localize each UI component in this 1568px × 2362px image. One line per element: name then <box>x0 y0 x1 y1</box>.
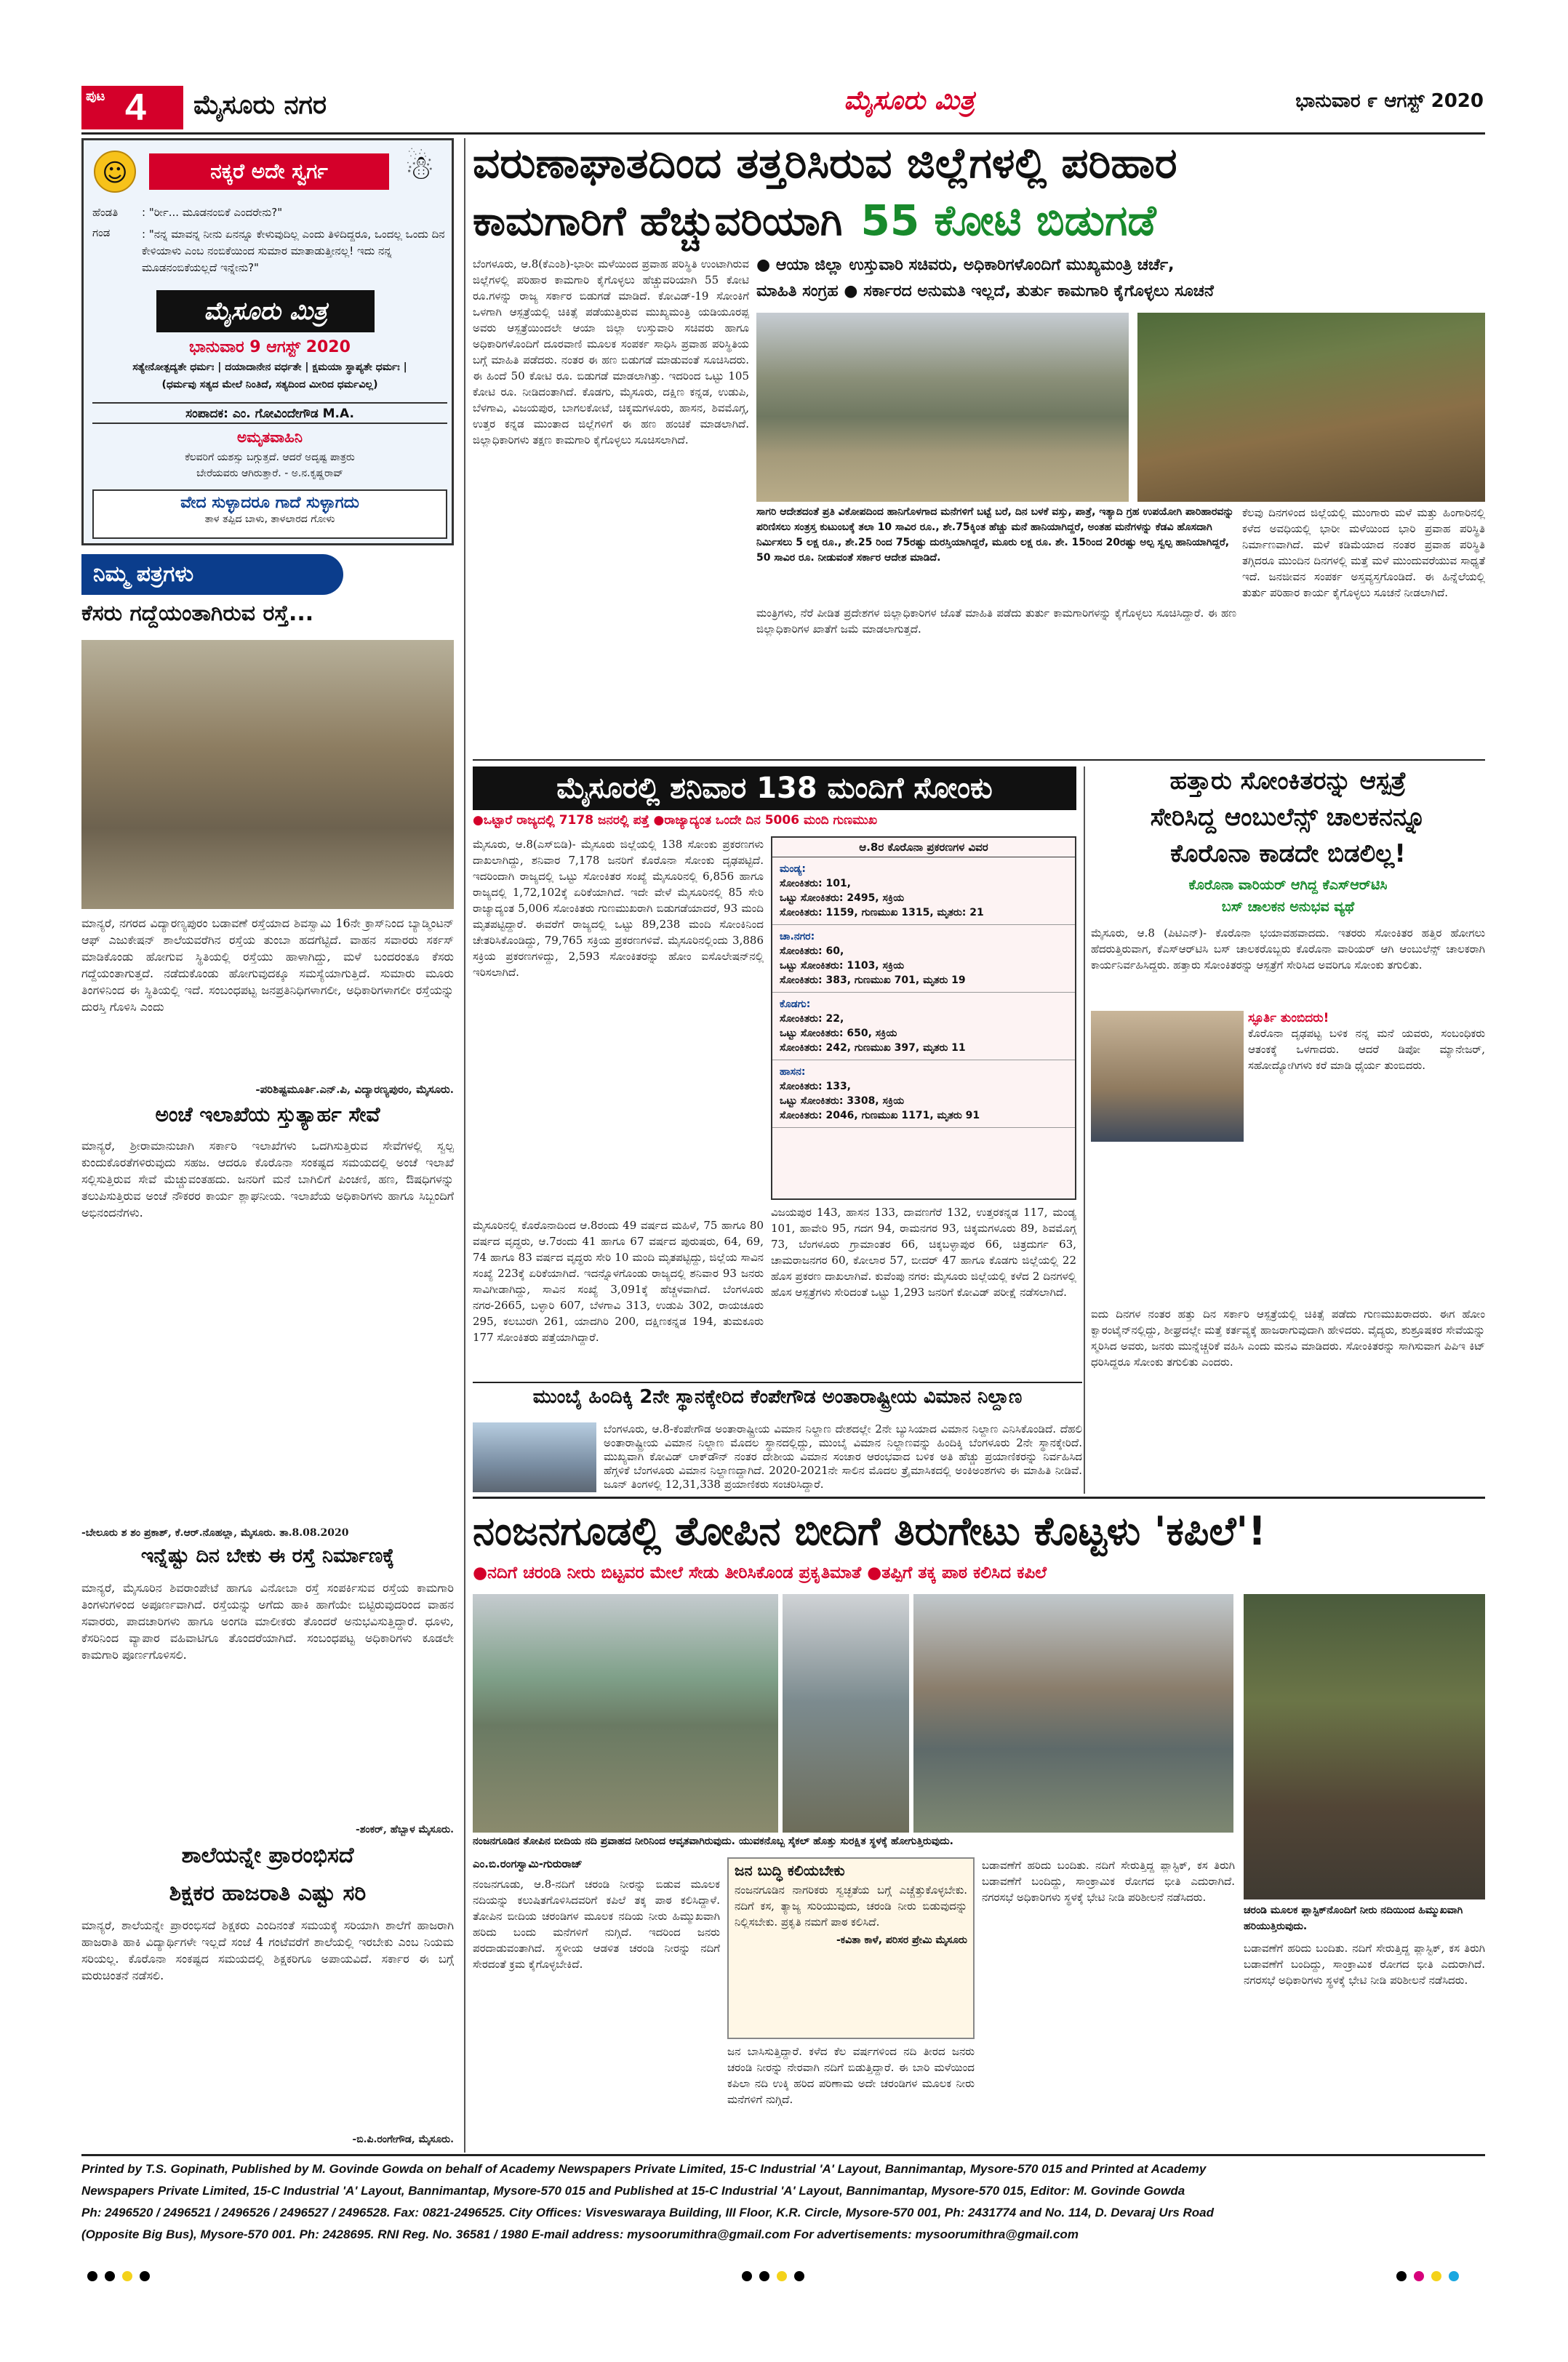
covid-body-3: ವಿಜಯಪುರ 143, ಹಾಸನ 133, ದಾವಣಗೆರೆ 132, ಉತ್ತರಕನ್ನಡ 117, ಮಂಡ್ಯ 101, ಹಾವೇರಿ 95, ಗದಗ 94, ರಾಮನಗರ 93, ಚಿಕ್ಕಮಗಳೂರು 89, ಶಿವಮೊಗ್ಗ 73, ಬೆಂಗಳೂರು ಗ್ರಾಮಾಂತರ 66, ಚಿಕ್ಕಬಳ್ಳಾಪುರ 66, ಚಿತ್ರದುರ್ಗ 63, ಚಾಮರಾಜನಗರ 60, ಕೋಲಾರ 57, ಬೀದರ್ 47 ಹಾಗೂ ಕೊಡಗು ಜಿಲ್ಲೆಯಲ್ಲಿ 22 ಹೊಸ ಪ್ರಕರಣ ದಾಖಲಾಗಿವೆ. ಕುವೆಂಪು ನಗರ: ಮೈಸೂರು ಜಿಲ್ಲೆಯಲ್ಲಿ ಕಳೆದ 2 ದಿನಗಳಲ್ಲಿ ಹೊಸ ಆಸ್ಪತ್ರೆಗಳು ಸೇರಿದಂತೆ ಒಟ್ಟು 1,293 ಜನರಿಗೆ ಕೋವಿಡ್ ಪರೀಕ್ಷೆ ನಡೆಸಲಾಗಿದೆ. <box>771 1206 1076 1299</box>
covid-headline-box <box>473 766 1076 810</box>
ambulance-quote-box <box>1248 1011 1485 1302</box>
nanjangud-caption-2: ಚರಂಡಿ ಮೂಲಕ ಪ್ಲಾಸ್ಟಿಕ್‌ನೊಂದಿಗೆ ನೀರು ನದಿಯಿಂದ ಹಿಮ್ಮುಖವಾಗಿ ಹರಿಯುತ್ತಿರುವುದು. <box>1244 1905 1463 1932</box>
info-paper-name: ಮೈಸೂರು ಮಿತ್ರ <box>156 290 375 332</box>
covid-table-row <box>772 1060 1075 1128</box>
airport-top-rule <box>473 1382 1082 1383</box>
covid-row-line1: ಸೋಂಕಿತರು: 22, <box>780 1013 844 1025</box>
letter4-body: ಮಾನ್ಯರೆ, ಶಾಲೆಯನ್ನೇ ಪ್ರಾರಂಭಿಸದೆ ಶಿಕ್ಷಕರು ಎಂದಿನಂತೆ ಸಮಯಕ್ಕೆ ಸರಿಯಾಗಿ ಶಾಲೆಗೆ ಹಾಜರಾಗಿ ಹಾಜರಾತಿ ಹಾಕಿ ವಿದ್ಯಾರ್ಥಿಗಳೇ ಇಲ್ಲದೆ ಸಂಜೆ 4 ಗಂಟೆವರೆಗೆ ಶಾಲೆಯಲ್ಲಿ ಇರಬೇಕು ಎಂಬ ನಿಯಮ ಸರಿಯಲ್ಲ. ಕೊರೊನಾ ಸಂಕಷ್ಟದ ಸಮಯದಲ್ಲಿ ಶಿಕ್ಷಕರಿಗೂ ಅಪಾಯವಿದೆ. ಸರ್ಕಾರ ಈ ಬಗ್ಗೆ ಮರುಚಿಂತನೆ ನಡೆಸಲಿ. <box>81 1918 454 1982</box>
nanjangud-body-2: ಜನ ಬಾಸಿಸುತ್ತಿದ್ದಾರೆ. ಕಳೆದ ಕೆಲ ವರ್ಷಗಳಿಂದ ನದಿ ತೀರದ ಜನರು ಚರಂಡಿ ನೀರನ್ನು ನೇರವಾಗಿ ನದಿಗೆ ಬಿಡುತ್ತಿದ್ದಾರೆ. ಈ ಬಾರಿ ಮಳೆಯಿಂದ ಕಪಿಲಾ ನದಿ ಉಕ್ಕಿ ಹರಿದ ಪರಿಣಾಮ ಅದೇ ಚರಂಡಿಗಳ ಮೂಲಕ ನೀರು ಮನೆಗಳಿಗೆ ನುಗ್ಗಿದೆ. <box>727 2045 975 2106</box>
lead-headline-1: ವರುಣಾಘಾತದಿಂದ ತತ್ತರಿಸಿರುವ ಜಿಲ್ಲೆಗಳಲ್ಲಿ ಪರಿಹಾರ <box>473 138 1177 188</box>
footer-line-3: Ph: 2496520 / 2496521 / 2496526 / 2496527 / 2496528. Fax: 0821-2496525. City Offices: Visveswaraya Building, III Floor, K.R. Circle, Mysore-570 001, Ph: 2431774 and No. 114, D. Devaraj Urs Road <box>81 2206 1214 2219</box>
lead-side-column: ಕೆಲವು ದಿನಗಳಿಂದ ಜಿಲ್ಲೆಯಲ್ಲಿ ಮುಂಗಾರು ಮಳೆ ಮತ್ತು ಹಿಂಗಾರಿನಲ್ಲಿ ಕಳೆದ ಅವಧಿಯಲ್ಲಿ ಭಾರೀ ಮಳೆಯಿಂದ ಭಾರಿ ಪ್ರವಾಹ ಪರಿಸ್ಥಿತಿ ನಿರ್ಮಾಣವಾಗಿದೆ. ಮಳೆ ಕಡಿಮೆಯಾದ ನಂತರ ಪ್ರವಾಹ ಪರಿಸ್ಥಿತಿ ತಗ್ಗಿದರೂ ಮುಂದಿನ ದಿನಗಳಲ್ಲಿ ಮತ್ತೆ ಮಳೆ ಮುಂದುವರೆಯುವ ಸಾಧ್ಯತೆ ಇದೆ. ಜನಜೀವನ ಸಂಪರ್ಕ ಅಸ್ತವ್ಯಸ್ತಗೊಂಡಿದೆ. ಈ ಹಿನ್ನೆಲೆಯಲ್ಲಿ ತುರ್ತು ಪರಿಹಾರ ಕಾರ್ಯ ಕೈಗೊಳ್ಳಲು ಸೂಚನೆ ನೀಡಲಾಗಿದೆ. <box>1242 506 1485 599</box>
covid-district: ಚಾ.ನಗರ: <box>780 931 815 942</box>
covid-row-line1: ಸೋಂಕಿತರು: 60, <box>780 945 844 957</box>
nanjangud-body-4: ಬಡಾವಣೆಗೆ ಹರಿದು ಬಂದಿತು. ನದಿಗೆ ಸೇರುತ್ತಿದ್ದ ಪ್ಲಾಸ್ಟಿಕ್, ಕಸ ತಿರುಗಿ ಬಡಾವಣೆಗೆ ಬಂದಿದ್ದು, ಸಾಂಕ್ರಾಮಿಕ ರೋಗದ ಭೀತಿ ಎದುರಾಗಿದೆ. ನಗರಸಭೆ ಅಧಿಕಾರಿಗಳು ಸ್ಥಳಕ್ಕೆ ಭೇಟಿ ನೀಡಿ ಪರಿಶೀಲನೆ ನಡೆಸಿದರು. <box>1244 1942 1485 1987</box>
airport-photo <box>473 1422 596 1492</box>
covid-row-line2: ಒಟ್ಟು ಸೋಂಕಿತರು: 1103, ಸಕ್ರಿಯ <box>780 960 905 972</box>
ambulance-sub-1: ಕೊರೊನಾ ವಾರಿಯರ್ ಆಗಿದ್ದ ಕೆಎಸ್‌ಆರ್‌ಟಿಸಿ <box>1188 877 1388 893</box>
covid-district: ಹಾಸನ: <box>780 1066 806 1078</box>
letter3-sign: -ಶಂಕರ್, ಹೆಬ್ಬಾಳ ಮೈಸೂರು. <box>356 1824 454 1835</box>
covid-row-line3: ಸೋಂಕಿತರು: 1159, ಗುಣಮುಖ 1315, ಮೃತರು: 21 <box>780 907 984 918</box>
ambulance-box-title: ಸ್ಫೂರ್ತಿ ತುಂಬಿದರು! <box>1248 1011 1329 1025</box>
flooded-lane-photo <box>783 1594 909 1833</box>
covid-table-title: ಆ.8ರ ಕೊರೊನಾ ಪ್ರಕರಣಗಳ ವಿವರ <box>772 838 1075 857</box>
page-label: ಪುಟ <box>86 89 105 104</box>
amrutha-title: ಅಮೃತವಾಹಿನಿ <box>237 428 303 446</box>
proverb-box <box>92 489 447 539</box>
covid-district: ಮಂಡ್ಯ: <box>780 863 806 875</box>
quote-sign: -ಕವಿತಾ ಕಾಳೆ, ಪರಿಸರ ಪ್ರೇಮಿ ಮೈಸೂರು <box>836 1934 967 1946</box>
lead-headline-2 <box>473 191 1491 253</box>
letter4-sign: -ಬಿ.ಪಿ.ರಂಗೇಗೌಡ, ಮೈಸೂರು. <box>352 2134 454 2145</box>
lead-photo-caption: ಸಾಗರಿ ಆದೇಶದಂತೆ ಪ್ರತಿ ವಿಕೋಪದಿಂದ ಹಾನಿಗೊಳಗಾದ ಮನೆಗಳಿಗೆ ಬಟ್ಟೆ ಬರೆ, ದಿನ ಬಳಕೆ ವಸ್ತು, ಪಾತ್ರೆ, ಇತ್ಯಾದಿ ಗ್ರಹ ಉಪಯೋಗಿ ಪಾರಿಹಾರವನ್ನು ಪರಿಣಿಸಲು ಸಂತ್ರಸ್ತ ಕುಟುಂಬಕ್ಕೆ ತಲಾ 10 ಸಾವಿರ ರೂ., ಶೇ.75ಕ್ಕಿಂತ ಹೆಚ್ಚು ಮನೆ ಹಾನಿಯಾಗಿದ್ದರೆ, ಅಂತಹ ಮನೆಗಳನ್ನು ಕೆಡವಿ ಹೊಸದಾಗಿ ನಿರ್ಮಿಸಲು 5 ಲಕ್ಷ ರೂ., ಶೇ.25 ರಿಂದ 75ರಷ್ಟು ದುರಸ್ತಿಯಾಗಿದ್ದರೆ, ಮೂರು ಲಕ್ಷ ರೂ. ಶೇ. 15ರಿಂದ 20ರಷ್ಟು ಅಲ್ಪ ಸ್ವಲ್ಪ ಹಾನಿಯಾಗಿದ್ದರೆ, 50 ಸಾವಿರ ರೂ. ನೀಡುವಂತೆ ಸರ್ಕಾರ ಆದೇಶ ಮಾಡಿದೆ. <box>756 506 1234 564</box>
proverb: ವೇದ ಸುಳ್ಳಾದರೂ ಗಾದೆ ಸುಳ್ಳಾಗದು <box>180 494 359 512</box>
footer-line-1: Printed by T.S. Gopinath, Published by M. Govinde Gowda on behalf of Academy Newspapers Private Limited, 15-C Industrial 'A' Layout, Bannimantap, Mysore-570 015 and Printed at Academy <box>81 2162 1207 2176</box>
covid-row-line3: ಸೋಂಕಿತರು: 383, ಗುಣಮುಖ 701, ಮೃತರು 19 <box>780 974 966 986</box>
info-date: ಭಾನುವಾರ 9 ಆಗಸ್ಟ್ 2020 <box>189 338 351 356</box>
covid-sub: ●ಒಟ್ಟಾರೆ ರಾಜ್ಯದಲ್ಲಿ 7178 ಜನರಲ್ಲಿ ಪತ್ತೆ ●ರಾಜ್ಯಾದ್ಯಂತ ಒಂದೇ ದಿನ 5006 ಮಂದಿ ಗುಣಮುಖ <box>473 813 878 828</box>
paper-name-logo: ಮೈಸೂರು ಮಿತ್ರ <box>844 86 975 116</box>
letter3-title: ಇನ್ನೆಷ್ಟು ದಿನ ಬೇಕು ಈ ರಸ್ತೆ ನಿರ್ಮಾಣಕ್ಕೆ <box>140 1545 395 1567</box>
info-motto1: ಸತ್ಯೇನೋತ್ಪದ್ಯತೇ ಧರ್ಮಃ | ದಯಾದಾನೇನ ವರ್ಧತೇ | ಕ್ಷಮಯಾ ಸ್ಥಾಪ್ಯತೇ ಧರ್ಮಃ | <box>132 361 407 373</box>
page-number-box <box>81 86 183 129</box>
joke-line1: : "ರ್ರೀ... ಮೂಡನಂಬಿಕೆ ಎಂದರೇನು?" <box>142 206 283 219</box>
amrutha-line1: ಕೆಲವರಿಗೆ ಯಶಸ್ಸು ಬಗ್ಗುತ್ತದೆ. ಆದರೆ ಅದೃಷ್ಟ ಪಾತ್ರರು <box>185 452 355 463</box>
airport-headline: ಮುಂಬೈ ಹಿಂದಿಕ್ಕಿ 2ನೇ ಸ್ಥಾನಕ್ಕೇರಿದ ಕೆಂಪೇಗೌಡ ಅಂತಾರಾಷ್ಟ್ರೀಯ ವಿಮಾನ ನಿಲ್ದಾಣ <box>532 1386 1023 1408</box>
nanjangud-body-1: ನಂಜನಗೂಡು, ಆ.8-ನದಿಗೆ ಚರಂಡಿ ನೀರನ್ನು ಬಿಡುವ ಮೂಲಕ ನದಿಯನ್ನು ಕಲುಷಿತಗೊಳಿಸಿದವರಿಗೆ ಕಪಿಲೆ ತಕ್ಕ ಪಾಠ ಕಲಿಸಿದ್ದಾಳೆ. ತೋಪಿನ ಬೀದಿಯ ಚರಂಡಿಗಳ ಮೂಲಕ ನದಿಯ ನೀರು ಹಿಮ್ಮುಖವಾಗಿ ಹರಿದು ಬಂದು ಮನೆಗಳಿಗೆ ನುಗ್ಗಿದೆ. ಇದರಿಂದ ಜನರು ಪರದಾಡುವಂತಾಗಿದೆ. ಸ್ಥಳೀಯ ಆಡಳಿತ ಚರಂಡಿ ನೀರನ್ನು ನದಿಗೆ ಸೇರದಂತೆ ಕ್ರಮ ಕೈಗೊಳ್ಳಬೇಕಿದೆ. <box>473 1878 720 1971</box>
covid-row-line1: ಸೋಂಕಿತರು: 133, <box>780 1081 852 1092</box>
ambulance-body-1: ಮೈಸೂರು, ಆ.8 (ಪಿಟಿಎನ್)- ಕೊರೊನಾ ಭಯಾವಹವಾದದು. ಇತರರು ಸೋಂಕಿತರ ಹತ್ತಿರ ಹೋಗಲು ಹೆದರುತ್ತಿರುವಾಗ, ಕೆಎಸ್‌ಆರ್‌ಟಿಸಿ ಬಸ್ ಚಾಲಕರೊಬ್ಬರು ಕೊರೊನಾ ವಾರಿಯರ್ ಆಗಿ ಆಂಬುಲೆನ್ಸ್ ಚಾಲಕರಾಗಿ ಕಾರ್ಯನಿರ್ವಹಿಸಿದ್ದರು. ಹತ್ತಾರು ಸೋಂಕಿತರನ್ನು ಆಸ್ಪತ್ರೆಗೆ ಸೇರಿಸಿದ ಅವರಿಗೂ ಸೋಂಕು ತಗುಲಿತು. <box>1091 926 1485 972</box>
muddy-road-photo <box>81 640 454 909</box>
covid-row-line2: ಒಟ್ಟು ಸೋಂಕಿತರು: 650, ಸಕ್ರಿಯ <box>780 1028 897 1039</box>
lead-bottom-rule <box>473 759 1485 761</box>
ambulance-headline-2: ಸೇರಿಸಿದ್ದ ಆಂಬುಲೆನ್ಸ್ ಚಾಲಕನನ್ನೂ <box>1150 803 1426 832</box>
scarecrow-icon: ☃ <box>404 148 435 187</box>
flood-temple-photo <box>756 313 1129 502</box>
letter1-sign: -ಪರಿಶಿಷ್ಟಮೂರ್ತಿ.ಎನ್.ಪಿ, ವಿದ್ಯಾರಣ್ಯಪುರಂ, ಮೈಸೂರು. <box>255 1083 454 1096</box>
drain-plastic-photo <box>1244 1594 1485 1899</box>
letter2-sign: -ಬೇಲೂರು ಶ ಶಂ ಪ್ರಕಾಶ್, ಕೆ.ಆರ್.ನೊಹಲ್ಲಾ, ಮೈಸೂರು. ತಾ.8.08.2020 <box>81 1527 349 1539</box>
covid-row-line2: ಒಟ್ಟು ಸೋಂಕಿತರು: 3308, ಸಕ್ರಿಯ <box>780 1095 905 1107</box>
joke-box-title: ನಕ್ಕರೆ ಅದೇ ಸ್ವರ್ಗ <box>149 153 389 190</box>
laughing-face-icon: ☺ <box>94 151 136 193</box>
joke-line1-label: ಹೆಂಡತಿ <box>92 206 119 219</box>
landslide-photo <box>1137 313 1485 502</box>
page-number: 4 <box>125 87 146 129</box>
ambulance-headline-3: ಕೊರೊನಾ ಕಾಡದೇ ಬಿಡಲಿಲ್ಲ! <box>1170 839 1406 868</box>
left-column-divider <box>464 138 465 2153</box>
nanjangud-sub: ●ನದಿಗೆ ಚರಂಡಿ ನೀರು ಬಿಟ್ಟವರ ಮೇಲೆ ಸೇಡು ತೀರಿಸಿಕೊಂಡ ಪ್ರಕೃತಿಮಾತೆ ●ತಪ್ಪಿಗೆ ತಕ್ಕ ಪಾಠ ಕಲಿಸಿದ ಕಪಿಲೆ <box>473 1564 1047 1582</box>
covid-right-divider <box>1084 766 1085 1494</box>
nanjangud-top-rule <box>473 1497 1485 1499</box>
ambulance-driver-photo <box>1091 1011 1244 1142</box>
footer-imprint <box>81 2158 1485 2249</box>
letter4-title1: ಶಾಲೆಯನ್ನೇ ಪ್ರಾರಂಭಿಸದೆ <box>181 1843 354 1868</box>
quote-body: ನಂಜನಗೂಡಿನ ನಾಗರಿಕರು ಸ್ವಚ್ಛತೆಯ ಬಗ್ಗೆ ಎಚ್ಚೆತ್ತುಕೊಳ್ಳಬೇಕು. ನದಿಗೆ ಕಸ, ತ್ಯಾಜ್ಯ ಸುರಿಯುವುದು, ಚರಂಡಿ ನೀರು ಬಿಡುವುದನ್ನು ನಿಲ್ಲಿಸಬೇಕು. ಪ್ರಕೃತಿ ನಮಗೆ ಪಾಠ ಕಲಿಸಿದೆ. <box>735 1883 967 1929</box>
nanjangud-quote-box <box>727 1857 975 2039</box>
registration-dots-right <box>1396 2270 1484 2285</box>
lead-headline-2a: ಕಾಮಗಾರಿಗೆ ಹೆಚ್ಚುವರಿಯಾಗಿ <box>473 198 843 245</box>
covid-row-line3: ಸೋಂಕಿತರು: 242, ಗುಣಮುಖ 397, ಮೃತರು 11 <box>780 1042 966 1054</box>
masthead-date: ಭಾನುವಾರ ೯ ಆಗಸ್ಟ್ 2020 <box>1295 90 1484 112</box>
covid-table-row <box>772 857 1075 925</box>
letter2-body: ಮಾನ್ಯರೆ, ಶ್ರೀರಾಮಾನುಜಾಗಿ ಸರ್ಕಾರಿ ಇಲಾಖೆಗಳು ಒದಗಿಸುತ್ತಿರುವ ಸೇವೆಗಳಲ್ಲಿ ಸ್ವಲ್ಪ ಕುಂದುಕೊರತೆಗಳಿರುವುದು ಸಹಜ. ಆದರೂ ಕೊರೊನಾ ಸಂಕಷ್ಟದ ಸಮಯದಲ್ಲಿ ಅಂಚೆ ಇಲಾಖೆ ಸಲ್ಲಿಸುತ್ತಿರುವ ಸೇವೆ ಮೆಚ್ಚುವಂತಹದು. ಜನರಿಗೆ ಮನೆ ಬಾಗಿಲಿಗೆ ಪಿಂಚಣಿ, ಹಣ, ಔಷಧಿಗಳನ್ನು ತಲುಪಿಸುತ್ತಿರುವ ಅಂಚೆ ನೌಕರರ ಕಾರ್ಯ ಶ್ಲಾಘನೀಯ. ಇಲಾಖೆಯ ಅಧಿಕಾರಿಗಳು ಹಾಗೂ ಸಿಬ್ಬಂದಿಗೆ ಅಭಿನಂದನೆಗಳು. <box>81 1139 454 1220</box>
info-editor: ಸಂಪಾದಕ: ಎಂ. ಗೋವಿಂದೇಗೌಡ M.A. <box>92 402 447 424</box>
quote-title: ಜನ ಬುದ್ಧಿ ಕಲಿಯಬೇಕು <box>735 1862 845 1879</box>
covid-row-line1: ಸೋಂಕಿತರು: 101, <box>780 878 852 889</box>
ambulance-box-body: ಕೊರೊನಾ ದೃಢಪಟ್ಟ ಬಳಿಕ ನನ್ನ ಮನೆ ಯವರು, ಸಂಬಂಧಿಕರು ಆತಂಕಕ್ಕೆ ಒಳಗಾದರು. ಆದರೆ ಡಿಪೋ ಮ್ಯಾನೇಜರ್, ಸಹೋದ್ಯೋಗಿಗಳು ಕರೆ ಮಾಡಿ ಧೈರ್ಯ ತುಂಬಿದರು. <box>1248 1027 1485 1072</box>
lead-sub-2: ಮಾಹಿತಿ ಸಂಗ್ರಹ ● ಸರ್ಕಾರದ ಅನುಮತಿ ಇಲ್ಲದೆ, ತುರ್ತು ಕಾಮಗಾರಿ ಕೈಗೊಳ್ಳಲು ಸೂಚನೆ <box>756 282 1214 300</box>
ambulance-body-2: ಐದು ದಿನಗಳ ನಂತರ ಹತ್ತು ದಿನ ಸರ್ಕಾರಿ ಆಸ್ಪತ್ರೆಯಲ್ಲಿ ಚಿಕಿತ್ಸೆ ಪಡೆದು ಗುಣಮುಖರಾದರು. ಈಗ ಹೋಂ ಕ್ವಾರಂಟೈನ್‌ನಲ್ಲಿದ್ದು, ಶೀಘ್ರದಲ್ಲೇ ಮತ್ತೆ ಕರ್ತವ್ಯಕ್ಕೆ ಹಾಜರಾಗುವುದಾಗಿ ಹೇಳಿದರು. ವೈದ್ಯರು, ಶುಶ್ರೂಷಕರ ಸೇವೆಯನ್ನು ಸ್ಮರಿಸಿದ ಅವರು, ಜನರು ಮುನ್ನೆಚ್ಚರಿಕೆ ವಹಿಸಿ ಎಂದು ಮನವಿ ಮಾಡಿದರು. ಸೋಂಕಿತರನ್ನು ಸಾಗಿಸುವಾಗ ಪಿಪಿಇ ಕಿಟ್ ಧರಿಸಿದ್ದರೂ ಸೋಂಕು ತಗುಲಿತು ಎಂದರು. <box>1091 1308 1485 1369</box>
nanjangud-byline: ಎಂ.ಬಿ.ರಂಗಸ್ವಾಮಿ-ಗುರುರಾಜ್ <box>473 1857 583 1870</box>
letter2-title: ಅಂಚೆ ಇಲಾಖೆಯ ಸ್ತುತ್ಯಾರ್ಹ ಸೇವೆ <box>155 1102 380 1126</box>
registration-dots-center <box>742 2270 829 2285</box>
flooded-street-photo <box>473 1594 778 1833</box>
joke-line2-label: ಗಂಡ <box>92 226 111 239</box>
covid-row-line3: ಸೋಂಕಿತರು: 2046, ಗುಣಮುಖ 1171, ಮೃತರು 91 <box>780 1110 980 1121</box>
ambulance-headline-1: ಹತ್ತಾರು ಸೋಂಕಿತರನ್ನು ಆಸ್ಪತ್ರೆ <box>1169 766 1407 796</box>
covid-row-line2: ಒಟ್ಟು ಸೋಂಕಿತರು: 2495, ಸಕ್ರಿಯ <box>780 892 905 904</box>
nanjangud-headline: ನಂಜನಗೂಡಲ್ಲಿ ತೋಪಿನ ಬೀದಿಗೆ ತಿರುಗೇಟು ಕೊಟ್ಟಳು 'ಕಪಿಲೆ'! <box>473 1508 1266 1554</box>
footer-line-4: (Opposite Big Bus), Mysore-570 001. Ph: 2428695. RNI Reg. No. 36581 / 1980 E-mail address: mysoorumithra@gmail.com For advertisements: mysoorumithra@gmail.com <box>81 2227 1079 2241</box>
letters-section-title: ನಿಮ್ಮ ಪತ್ರಗಳು <box>81 554 343 595</box>
cycle-carrying-photo <box>913 1594 1233 1833</box>
letter3-body: ಮಾನ್ಯರೆ, ಮೈಸೂರಿನ ಶಿವರಾಂಪೇಟೆ ಹಾಗೂ ವಿನೋಬಾ ರಸ್ತೆ ಸಂಪರ್ಕಿಸುವ ರಸ್ತೆಯ ಕಾಮಗಾರಿ ತಿಂಗಳುಗಳಿಂದ ಅಪೂರ್ಣವಾಗಿದೆ. ರಸ್ತೆಯನ್ನು ಅಗೆದು ಹಾಕಿ ಹಾಗೆಯೇ ಬಿಟ್ಟಿರುವುದರಿಂದ ವಾಹನ ಸವಾರರು, ಪಾದಚಾರಿಗಳು ಹಾಗೂ ಅಂಗಡಿ ಮಾಲೀಕರು ತೊಂದರೆ ಅನುಭವಿಸುತ್ತಿದ್ದಾರೆ. ಧೂಳು, ಕೆಸರಿನಿಂದ ವ್ಯಾಪಾರ ವಹಿವಾಟಿಗೂ ತೊಂದರೆಯಾಗಿದೆ. ಸಂಬಂಧಪಟ್ಟ ಅಧಿಕಾರಿಗಳು ಕೂಡಲೇ ಕಾಮಗಾರಿ ಪೂರ್ಣಗೊಳಿಸಲಿ. <box>81 1581 454 1662</box>
footer-line-2: Newspapers Private Limited, 15-C Industrial 'A' Layout, Bannimantap, Mysore-570 015 and Published at 15-C Industrial 'A' Layout, Bannimantap, Mysore-570 015, Editor: M. Govinde Gowda <box>81 2184 1185 2198</box>
covid-headline: ಮೈಸೂರಲ್ಲಿ ಶನಿವಾರ 138 ಮಂದಿಗೆ ಸೋಂಕು <box>556 772 993 805</box>
lead-tail: ಮಂತ್ರಿಗಳು, ನೆರೆ ಪೀಡಿತ ಪ್ರದೇಶಗಳ ಜಿಲ್ಲಾಧಿಕಾರಿಗಳ ಜೊತೆ ಮಾಹಿತಿ ಪಡೆದು ತುರ್ತು ಕಾಮಗಾರಿಗಳನ್ನು ಕೈಗೊಳ್ಳಲು ಸೂಚಿಸಿದ್ದಾರೆ. ಈ ಹಣ ಜಿಲ್ಲಾಧಿಕಾರಿಗಳ ಖಾತೆಗೆ ಜಮೆ ಮಾಡಲಾಗುತ್ತದೆ. <box>756 606 1236 636</box>
lead-sub-1: ● ಆಯಾ ಜಿಲ್ಲಾ ಉಸ್ತುವಾರಿ ಸಚಿವರು, ಅಧಿಕಾರಿಗಳೊಂದಿಗೆ ಮುಖ್ಯಮಂತ್ರಿ ಚರ್ಚೆ, <box>756 256 1175 274</box>
lead-headline-2b: 55 ಕೋಟಿ ಬಿಡುಗಡೆ <box>860 196 1156 245</box>
covid-table <box>771 836 1076 1200</box>
airport-body: ಬೆಂಗಳೂರು, ಆ.8-ಕೆಂಪೇಗೌಡ ಅಂತಾರಾಷ್ಟ್ರೀಯ ವಿಮಾನ ನಿಲ್ದಾಣ ದೇಶದಲ್ಲೇ 2ನೇ ಬ್ಯುಸಿಯಾದ ವಿಮಾನ ನಿಲ್ದಾಣ ಎನಿಸಿಕೊಂಡಿದೆ. ದೆಹಲಿ ಅಂತಾರಾಷ್ಟ್ರೀಯ ವಿಮಾನ ನಿಲ್ದಾಣ ಮೊದಲ ಸ್ಥಾನದಲ್ಲಿದ್ದು, ಮುಂಬೈ ವಿಮಾನ ನಿಲ್ದಾಣವನ್ನು ಹಿಂದಿಕ್ಕಿ ಬೆಂಗಳೂರು 2ನೇ ಸ್ಥಾನಕ್ಕೇರಿದೆ. ಮುಖ್ಯವಾಗಿ ಕೋವಿಡ್ ಲಾಕ್‌ಡೌನ್ ನಂತರ ದೇಶೀಯ ವಿಮಾನ ಸಂಚಾರ ಆರಂಭವಾದ ಬಳಿಕ ಅತಿ ಹೆಚ್ಚು ಪ್ರಯಾಣಿಕರನ್ನು ನಿರ್ವಹಿಸಿದ ಹೆಗ್ಗಳಿಕೆ ಬೆಂಗಳೂರು ವಿಮಾನ ನಿಲ್ದಾಣದ್ದಾಗಿದೆ. 2020-2021ನೇ ಸಾಲಿನ ಮೊದಲ ತ್ರೈಮಾಸಿಕದಲ್ಲಿ ಅಂಕಿಅಂಶಗಳು ಈ ಮಾಹಿತಿ ನೀಡಿವೆ. ಜೂನ್ ತಿಂಗಳಲ್ಲಿ 12,31,338 ಪ್ರಯಾಣಿಕರು ಸಂಚರಿಸಿದ್ದಾರೆ. <box>604 1422 1082 1491</box>
footer-top-rule <box>81 2154 1485 2156</box>
covid-table-row <box>772 925 1075 993</box>
section-title: ಮೈಸೂರು ನಗರ <box>193 90 327 120</box>
covid-district: ಕೊಡಗು: <box>780 998 811 1010</box>
letter1-body: ಮಾನ್ಯರೆ, ನಗರದ ವಿದ್ಯಾರಣ್ಯಪುರಂ ಬಡಾವಣೆ ರಸ್ತೆಯಾದ ಶಿವಸ್ವಾಮಿ 16ನೇ ಕ್ರಾಸ್‌ನಿಂದ ಬ್ಯಾಡ್ಮಿಂಟನ್ ಆಫ್ ಎಜುಕೇಷನ್ ಶಾಲೆಯವರೆಗಿನ ರಸ್ತೆಯ ತುಂಬಾ ಹದಗೆಟ್ಟಿದೆ. ವಾಹನ ಸವಾರರು ಸರ್ಕಸ್ ಮಾಡಿಕೊಂಡು ಹೋಗುವ ಸ್ಥಿತಿಯಲ್ಲಿ ರಸ್ತೆಯು ಹಾಳಾಗಿದ್ದು, ಮಳೆ ಬಂದರಂತೂ ಕೆಸರು ಗದ್ದೆಯಂತಾಗುತ್ತದೆ. ನಡೆದುಕೊಂಡು ಹೋಗುವುದಕ್ಕೂ ಸಮಸ್ಯೆಯಾಗುತ್ತಿದೆ. ಸುಮಾರು ಮೂರು ತಿಂಗಳಿನಿಂದ ಈ ಸ್ಥಿತಿಯಲ್ಲಿ ಇದೆ. ಸಂಬಂಧಪಟ್ಟ ಜನಪ್ರತಿನಿಧಿಗಳಾಗಲೀ, ಅಧಿಕಾರಿಗಳಾಗಲೀ ರಸ್ತೆಯನ್ನು ದುರಸ್ತಿ ಗೊಳಿಸಿ ಎಂದು <box>81 916 454 1014</box>
ambulance-sub-2: ಬಸ್ ಚಾಲಕನ ಅನುಭವ ವ್ಯಥೆ <box>1221 899 1355 915</box>
proverb-sub: ತಾಳ ತಪ್ಪಿದ ಬಾಳು, ತಾಳಲಾರದ ಗೋಳು <box>204 513 335 525</box>
covid-body-2: ಮೈಸೂರಿನಲ್ಲಿ ಕೊರೊನಾದಿಂದ ಆ.8ರಂದು 49 ವರ್ಷದ ಮಹಿಳೆ, 75 ಹಾಗೂ 80 ವರ್ಷದ ವೃದ್ಧರು, ಆ.7ರಂದು 41 ಹಾಗೂ 67 ವರ್ಷದ ಪುರುಷರು, 64, 69, 74 ಹಾಗೂ 83 ವರ್ಷದ ವೃದ್ಧರು ಸೇರಿ 10 ಮಂದಿ ಮೃತಪಟ್ಟಿದ್ದು, ಜಿಲ್ಲೆಯ ಸಾವಿನ ಸಂಖ್ಯೆ 223ಕ್ಕೆ ಏರಿಕೆಯಾಗಿದೆ. ಇದನ್ನೊಳಗೊಂಡು ರಾಜ್ಯದಲ್ಲಿ ಶನಿವಾರ 93 ಜನರು ಸಾವಿಗೀಡಾಗಿದ್ದು, ಸಾವಿನ ಸಂಖ್ಯೆ 3,091ಕ್ಕೆ ಹೆಚ್ಚಳವಾಗಿದೆ. ಬೆಂಗಳೂರು ನಗರ-2665, ಬಳ್ಳಾರಿ 607, ಬೆಳಗಾವಿ 313, ಉಡುಪಿ 302, ರಾಯಚೂರು 295, ಕಲಬುರಗಿ 261, ಯಾದಗಿರಿ 200, ದಕ್ಷಿಣಕನ್ನಡ 194, ತುಮಕೂರು 177 ಸೋಂಕಿತರು ಪತ್ತೆಯಾಗಿದ್ದಾರೆ. <box>473 1219 764 1344</box>
nanjangud-caption-1: ನಂಜನಗೂಡಿನ ತೋಪಿನ ಬೀದಿಯ ನದಿ ಪ್ರವಾಹದ ನೀರಿನಿಂದ ಆವೃತವಾಗಿರುವುದು. ಯುವಕನೊಬ್ಬ ಸೈಕಲ್ ಹೊತ್ತು ಸುರಕ್ಷಿತ ಸ್ಥಳಕ್ಕೆ ಹೋಗುತ್ತಿರುವುದು. <box>473 1835 953 1847</box>
registration-dots-left <box>87 2270 175 2285</box>
nanjangud-body-3: ಬಡಾವಣೆಗೆ ಹರಿದು ಬಂದಿತು. ನದಿಗೆ ಸೇರುತ್ತಿದ್ದ ಪ್ಲಾಸ್ಟಿಕ್, ಕಸ ತಿರುಗಿ ಬಡಾವಣೆಗೆ ಬಂದಿದ್ದು, ಸಾಂಕ್ರಾಮಿಕ ರೋಗದ ಭೀತಿ ಎದುರಾಗಿದೆ. ನಗರಸಭೆ ಅಧಿಕಾರಿಗಳು ಸ್ಥಳಕ್ಕೆ ಭೇಟಿ ನೀಡಿ ಪರಿಶೀಲನೆ ನಡೆಸಿದರು. <box>982 1859 1235 1904</box>
info-motto2: (ಧರ್ಮವು ಸತ್ಯದ ಮೇಲೆ ನಿಂತಿದೆ, ಸತ್ಯದಿಂದ ಮೀರಿದ ಧರ್ಮವಿಲ್ಲ) <box>161 379 378 391</box>
covid-body-1: ಮೈಸೂರು, ಆ.8(ಎಸ್‌ಬಿಡಿ)- ಮೈಸೂರು ಜಿಲ್ಲೆಯಲ್ಲಿ 138 ಸೋಂಕು ಪ್ರಕರಣಗಳು ದಾಖಲಾಗಿದ್ದು, ಶನಿವಾರ 7,178 ಜನರಿಗೆ ಕೊರೊನಾ ಸೋಂಕು ದೃಢಪಟ್ಟಿದೆ. ಇದರಿಂದಾಗಿ ರಾಜ್ಯದಲ್ಲಿ ಒಟ್ಟು ಸೋಂಕಿತರ ಸಂಖ್ಯೆ ಮೈಸೂರಿನಲ್ಲಿ 6,856 ಹಾಗೂ ರಾಜ್ಯದಲ್ಲಿ 1,72,102ಕ್ಕೆ ಏರಿಕೆಯಾಗಿದೆ. ಇದೇ ವೇಳೆ ಮೈಸೂರಿನಲ್ಲಿ 85 ಸೇರಿ ರಾಜ್ಯಾದ್ಯಂತ 5,006 ಸೋಂಕಿತರು ಗುಣಮುಖರಾಗಿ ಬಿಡುಗಡೆಯಾದರೆ, 93 ಮಂದಿ ಮೃತಪಟ್ಟಿದ್ದಾರೆ. ಈವರೆಗೆ ರಾಜ್ಯದಲ್ಲಿ ಒಟ್ಟು 89,238 ಮಂದಿ ಸೋಂಕಿನಿಂದ ಚೇತರಿಸಿಕೊಂಡಿದ್ದು, 79,765 ಸಕ್ರಿಯ ಪ್ರಕರಣಗಳಿವೆ. ಮೈಸೂರಿನಲ್ಲಿಂದು 3,886 ಸಕ್ರಿಯ ಪ್ರಕರಣಗಳಿದ್ದು, 2,593 ಸೋಂಕಿತರನ್ನು ಹೋಂ ಐಸೊಲೇಷನ್‌ನಲ್ಲಿ ಇರಿಸಲಾಗಿದೆ. <box>473 838 764 979</box>
amrutha-line2: ಬೇರೆಯವರು ಆಗಿರುತ್ತಾರೆ. - ಅ.ನ.ಕೃಷ್ಣರಾವ್ <box>196 468 343 479</box>
lead-body: ಬೆಂಗಳೂರು, ಆ.8(ಕೆಎಂಶಿ)-ಭಾರೀ ಮಳೆಯಿಂದ ಪ್ರವಾಹ ಪರಿಸ್ಥಿತಿ ಉಂಟಾಗಿರುವ ಜಿಲ್ಲೆಗಳಲ್ಲಿ ಪರಿಹಾರ ಕಾಮಗಾರಿ ಕೈಗೊಳ್ಳಲು ಹೆಚ್ಚುವರಿಯಾಗಿ 55 ಕೋಟಿ ರೂ.ಗಳನ್ನು ರಾಜ್ಯ ಸರ್ಕಾರ ಬಿಡುಗಡೆ ಮಾಡಿದೆ. ಕೋವಿಡ್-19 ಸೋಂಕಿಗೆ ಒಳಗಾಗಿ ಆಸ್ಪತ್ರೆಯಲ್ಲಿ ಚಿಕಿತ್ಸೆ ಪಡೆಯುತ್ತಿರುವ ಮುಖ್ಯಮಂತ್ರಿ ಯಡಿಯೂರಪ್ಪ ಅವರು ಆಸ್ಪತ್ರೆಯಿಂದಲೇ ಆಯಾ ಜಿಲ್ಲಾ ಉಸ್ತುವಾರಿ ಸಚಿವರು ಹಾಗೂ ಅಧಿಕಾರಿಗಳೊಂದಿಗೆ ದೂರವಾಣಿ ಮೂಲಕ ಸಂಪರ್ಕ ಸಾಧಿಸಿ ಪ್ರವಾಹ ಪರಿಸ್ಥಿತಿಯ ಬಗ್ಗೆ ಮಾಹಿತಿ ಪಡೆದರು. ನಂತರ ಈ ಹಣ ಬಿಡುಗಡೆ ಮಾಡುವಂತೆ ಸೂಚಿಸಿದರು. ಈ ಹಿಂದೆ 50 ಕೋಟಿ ರೂ. ಬಿಡುಗಡೆ ಮಾಡಲಾಗಿತ್ತು. ಇದರಿಂದ ಒಟ್ಟು 105 ಕೋಟಿ ರೂ. ನೀಡಿದಂತಾಗಿದೆ. ಕೊಡಗು, ಮೈಸೂರು, ದಕ್ಷಿಣ ಕನ್ನಡ, ಉಡುಪಿ, ಬೆಳಗಾವಿ, ವಿಜಯಪುರ, ಬಾಗಲಕೋಟೆ, ಚಿಕ್ಕಮಗಳೂರು, ಹಾಸನ, ಶಿವಮೊಗ್ಗ, ಉತ್ತರ ಕನ್ನಡ ಮುಂತಾದ ಜಿಲ್ಲೆಗಳಿಗೆ ಈ ಹಣ ಹಂಚಿಕೆ ಮಾಡಲಾಗಿದೆ. ಜಿಲ್ಲಾಧಿಕಾರಿಗಳು ತಕ್ಷಣ ಕಾಮಗಾರಿ ಕೈಗೊಳ್ಳಲು ಸೂಚಿಸಲಾಗಿದೆ. <box>473 257 749 447</box>
left-info-panel <box>81 138 454 545</box>
letter4-title2: ಶಿಕ್ಷಕರ ಹಾಜರಾತಿ ಎಷ್ಟು ಸರಿ <box>169 1881 367 1906</box>
covid-table-row <box>772 993 1075 1060</box>
letter1-title: ಕೆಸರು ಗದ್ದೆಯಂತಾಗಿರುವ ರಸ್ತೆ... <box>81 601 314 626</box>
joke-line2: : "ನನ್ನ ಮಾವನ್ನ ನೀನು ಏನನ್ನೂ ಕೇಳುವುದಿಲ್ಲ ಎಂದು ತಿಳಿದಿದ್ದರೂ, ಒಂದಲ್ಲ ಒಂದು ದಿನ ಕೇಳಿಯಾಳು ಎಂಬ ನಂಬಿಕೆಯಿಂದ ಸುಮಾರ ಮಾತಾಡುತ್ತೀನಲ್ಲ! ಇದು ನನ್ನ ಮೂಡನಂಬಿಕೆಯಲ್ಲದೆ ಇನ್ನೇನು?" <box>142 228 445 274</box>
